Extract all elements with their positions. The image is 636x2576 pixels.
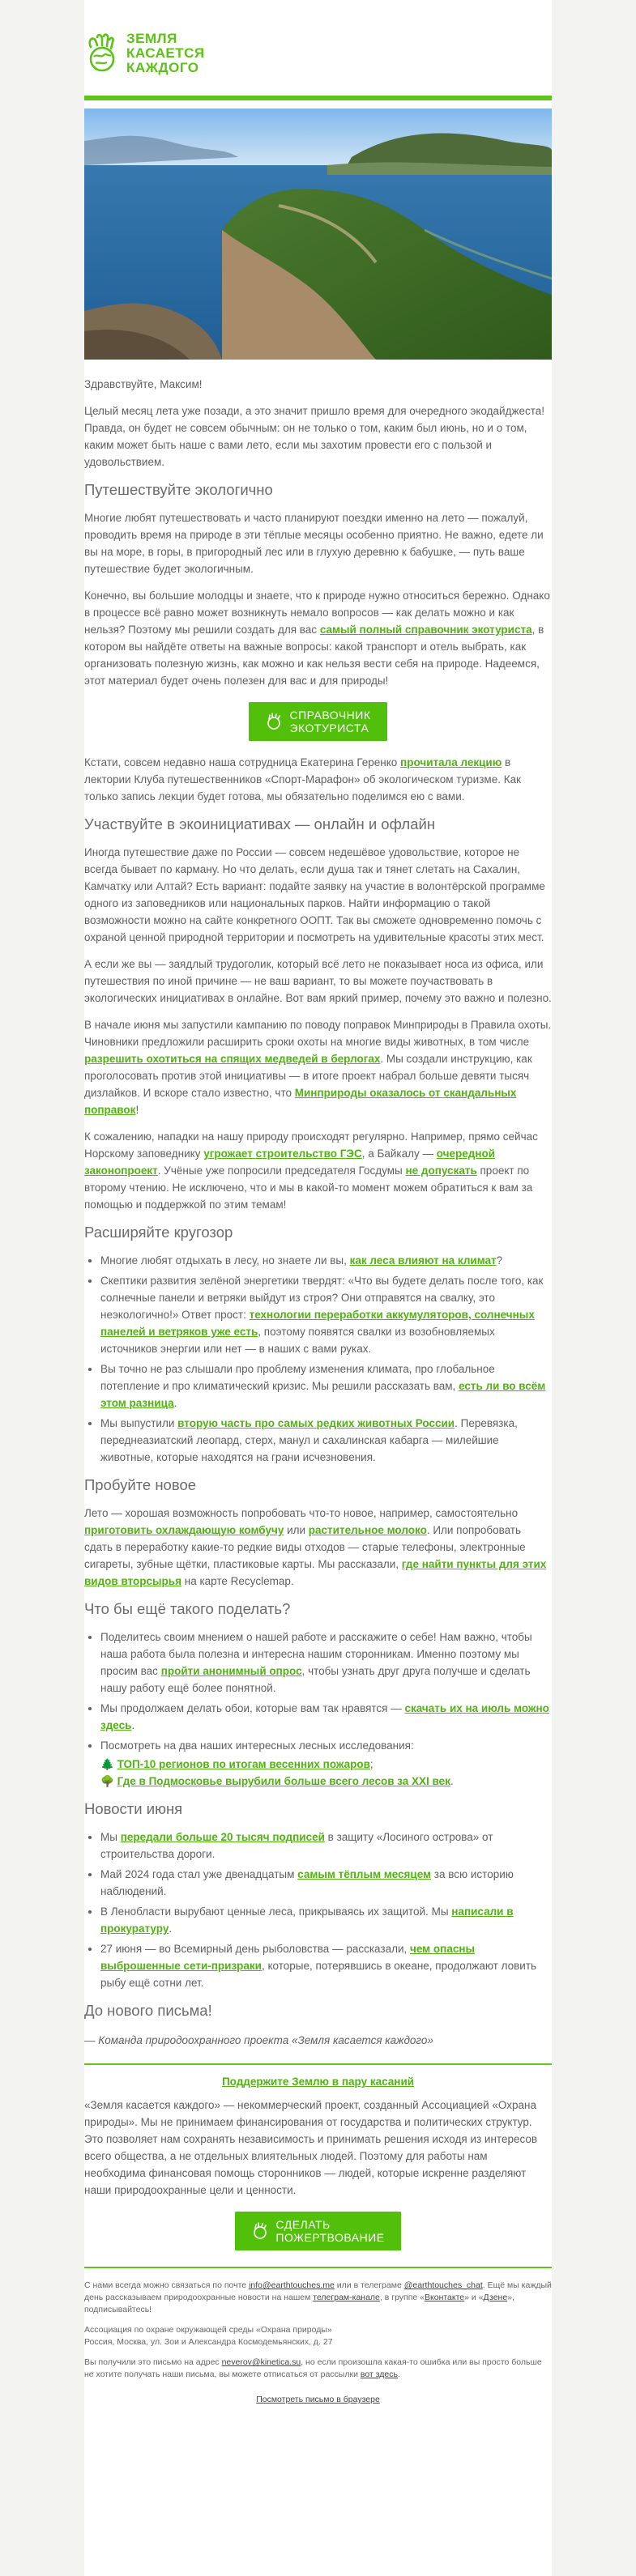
logo-wordmark [126,32,205,75]
header-divider [84,96,552,100]
initiatives-paragraph-3 [84,1016,552,1118]
section-title-travel: Путешествуйте экологично [84,481,273,498]
recipient-address-link[interactable]: neverov@kinetica.su [221,2357,301,2367]
email-body [84,360,552,2406]
email-link[interactable]: info@earthtouches.me [249,2280,335,2290]
initiatives-paragraph-2: А если же вы — заядлый трудоголик, который всё лето не показывает носа из офиса, или путешествия по иной причине — не ваш вариант, то вы можете поучаствовать в экологических инициативах в онлайне. Вот вам яркий пример, почему это важно и полезно. [84,958,552,1004]
button-label [275,2218,384,2244]
tree-icon: 🌲 [100,1758,114,1770]
try-new-paragraph [84,1505,552,1590]
text: К сожалению, нападки на нашу природу происходят регулярно. Например, прямо сейчас Норскому заповеднику [84,1130,538,1160]
browser-view-paragraph [84,2394,552,2406]
horizons-list [84,1252,552,1466]
contact-paragraph [84,2280,552,2316]
text: Скептики развития зелёной энергетики твердят: «Что вы будете делать после того, как солнечные панели и ветряки выйдут из строя? Они отправятся на свалку, это неэкологично!» Ответ прост: [100,1275,544,1321]
text: », подписывайтесь! [84,2293,514,2314]
text: , а Байкалу — [361,1147,437,1160]
ecotourist-guide-link[interactable]: самый полный справочник экотуриста [319,624,532,636]
button-line-2: ЭКОТУРИСТА [289,722,369,734]
text: . Мы создали инструкцию, как проголосовать против этой инициативы — в итоге проект набрал больше девяти тысяч дизлайков. И вскоре стало известно, что [84,1053,532,1099]
unsubscribe-paragraph [84,2357,552,2381]
text: или в телеграме [334,2280,404,2290]
text: Вы получили это письмо на адрес [84,2357,222,2367]
text: в защиту «Лосиного острова» от строительства дороги. [100,1831,493,1860]
list-item [100,1737,552,1790]
donate-button-wrap [84,2212,552,2250]
text: за всю историю наблюдений. [100,1868,514,1897]
greeting: Здравствуйте, Максим! [84,378,203,390]
list-item [100,1252,552,1269]
footer-divider [84,2267,552,2268]
initiatives-paragraph-4 [84,1128,552,1213]
text: Лето — хорошая возможность попробовать что-то новое, например, самостоятельно [84,1507,519,1519]
section-title-news: Новости июня [84,1800,183,1817]
climate-difference-link[interactable]: есть ли во всём этом разница [100,1380,546,1409]
telegram-chat-link[interactable]: @earthtouches_chat [403,2280,483,2290]
text: Многие любят отдыхать в лесу, но знаете ли вы, [100,1254,350,1267]
text: или [284,1524,309,1536]
button-line-1: СДЕЛАТЬ [275,2218,331,2231]
vk-link[interactable]: Вконтакте [425,2293,465,2302]
text: Конечно, вы большие молодцы и знаете, что к природе нужно относиться бережно. Однако в процессе всё равно может возникнуть немало вопросов — как делать можно и как нельзя? Поэтому мы решили создать для вас [84,590,550,636]
text: С нами всегда можно связаться по почте [84,2280,250,2290]
view-in-browser-link[interactable]: Посмотреть письмо в браузере [256,2395,380,2404]
survey-link[interactable]: пройти анонимный опрос [160,1665,302,1677]
dzen-link[interactable]: Дзене [483,2293,508,2302]
text: . Или попробовать сдать в переработку какие-то редкие виды отходов — старые телефоны, электронные сигареты, зубные щётки, пластиковые карты. Мы рассказали, [84,1524,526,1570]
deciduous-tree-icon: 🌳 [100,1775,114,1787]
list-item [100,1272,552,1357]
list-item [100,1629,552,1697]
list-item [100,1773,552,1790]
donate-button[interactable] [235,2212,400,2250]
hydro-plant-link[interactable]: угрожает строительство ГЭС [203,1147,362,1160]
ministry-refused-link[interactable]: Минприроды оказалось от скандальных поправок [84,1087,517,1116]
list-item [100,1829,552,1863]
rare-animals-link[interactable]: вторую часть про самых редких животных России [177,1417,455,1429]
text: Посмотреть на два наших интересных лесных исследования: [100,1739,414,1752]
text: , в группе « [379,2293,425,2302]
logo-line-3: КАЖДОГО [126,60,199,75]
forests-climate-link[interactable]: как леса влияют на климат [349,1254,497,1267]
text: . [131,1719,135,1731]
lecture-paragraph [84,754,552,805]
text: . Учёные уже попросили председателя Госдумы [157,1165,406,1177]
button-line-1: СПРАВОЧНИК [289,709,371,722]
hero-landscape-image [84,109,552,360]
prosecutor-link[interactable]: написали в прокуратуру [100,1905,514,1935]
text: , поэтому появятся свалки из возобновляемых источников энергии или нет — в наших с вами руках. [100,1326,495,1355]
news-list [84,1829,552,1991]
text: . [397,2369,400,2379]
text: проект по второму чтению. Не исключено, что и мы в какой-то момент можем обратиться к вам за помощью и поддержкой по этим темам! [84,1165,533,1211]
text: . Ещё мы каждый день рассказываем природоохранные новости на нашем [84,2280,552,2302]
text: , чтобы узнать друг друга получше и сделать нашу работу ещё более понятной. [100,1665,531,1694]
section-title-initiatives: Участвуйте в экоинициативах — онлайн и офлайн [84,815,436,832]
section-title-try-new: Пробуйте новое [84,1476,197,1493]
warmest-month-link[interactable]: самым тёплым месяцем [297,1868,432,1880]
unsubscribe-link[interactable]: вот здесь [360,2369,398,2379]
text: Поделитесь своим мнением о нашей работе и расскажите о себе! Нам важно, чтобы наша работа была полезна и интересна нашим сторонникам. Именно поэтому мы просим вас [100,1631,532,1677]
footer [84,2280,552,2406]
text: Вы точно не раз слышали про проблему изменения климата, про глобальное потепление и про климатический кризис. Мы решили рассказать вам, [100,1363,495,1392]
wallpapers-link[interactable]: скачать их на июль можно здесь [100,1702,549,1731]
text: в лектории Клуба путешественников «Спорт-Марафон» об экологическом туризме. Как только запись лекции будет готова, мы обязательно поделимся ею с вами. [84,756,521,803]
text: . [450,1775,454,1787]
telegram-channel-link[interactable]: телеграм-канале [313,2293,380,2302]
list-item [100,1866,552,1900]
logo-line-2: КАСАЕТСЯ [126,45,205,61]
earth-hand-logo-icon [84,32,120,75]
text: , которые, потерявшись в океане, продолжают ловить рыбу ещё сотни лет. [100,1960,537,1989]
text: Мы продолжаем делать обои, которые вам так нравятся — [100,1702,405,1714]
signature: — Команда природоохранного проекта «Земля касается каждого» [84,2034,433,2046]
intro-paragraph: Целый месяц лета уже позади, а это значит пришло время для очередного экодайджеста! Правда, он будет не совсем обычным: он не только о том, каким был июнь, но и о том, каким может быть наше с вами лето, если мы захотим провести его с пользой и удовольствием. [84,405,545,468]
text: 27 июня — во Всемирный день рыболовства — рассказали, [100,1943,411,1955]
list-item [100,1700,552,1734]
section-title-horizons: Расширяйте кругозор [84,1224,233,1241]
bears-link[interactable]: разрешить охотиться на спящих медведей в берлогах [84,1053,381,1065]
list-item [100,1360,552,1411]
logo[interactable] [84,23,552,84]
email-page [84,0,552,2576]
do-not-allow-link[interactable]: не допускать [405,1165,477,1177]
text: , в котором вы найдёте ответы на важные вопросы: какой транспорт и отель выбрать, как организовать полезную жизнь, как можно и как нельзя вести себя на природе. Надеемся, этот материал будет очень полезен для вас и для природы! [84,624,544,687]
guide-button-wrap [84,702,552,741]
earth-hand-icon [251,2222,269,2240]
research-sublist [100,1756,552,1790]
text: Мы [100,1831,121,1843]
section-title-what-else: Что бы ещё такого поделать? [84,1600,291,1617]
text: Мы выпустили [100,1417,178,1429]
text: В начале июня мы запустили кампанию по поводу поправок Минприроды в Правила охоты. Чиновники предложили расширить сроки охоты на многие виды животных, в том числе [84,1019,552,1048]
org-info [84,2324,552,2348]
kombucha-link[interactable]: приготовить охлаждающую комбучу [84,1524,284,1536]
donate-heading [84,2073,552,2090]
text: . [169,1922,173,1935]
recycling-points-link[interactable]: где найти пункты для этих видов вторсырья [84,1558,547,1587]
text: » и « [464,2293,484,2302]
ghost-nets-link[interactable]: чем опасны выброшенные сети-призраки [100,1943,476,1972]
logo-line-1: ЗЕМЛЯ [126,31,177,46]
text: . [173,1397,177,1409]
text: Май 2024 года стал уже двенадцатым [100,1868,298,1880]
travel-paragraph-2 [84,587,552,689]
org-name: Ассоциация по охране окружающей среды «Охрана природы» [84,2325,332,2335]
text: Кстати, совсем недавно наша сотрудница Екатерина Геренко [84,756,401,769]
list-item [100,1415,552,1466]
support-link[interactable]: Поддержите Землю в пару касаний [221,2076,415,2088]
donate-divider-top [84,2063,552,2065]
button-label [289,709,370,734]
plant-milk-link[interactable]: растительное молоко [308,1524,427,1536]
ecotourist-guide-button[interactable] [249,702,386,741]
moscow-region-forests-link[interactable]: Где в Подмосковье вырубили больше всего лесов за XXI век [117,1775,450,1787]
baikal-bill-link[interactable]: очередной законопроект [84,1147,496,1177]
org-address: Россия, Москва, ул. Зои и Александра Космодемьянских, д. 27 [84,2337,333,2347]
donate-paragraph: «Земля касается каждого» — некоммерческий проект, созданный Ассоциацией «Охрана природы». Мы не принимаем финансирования от государства и политических структур. Это позволяет нам сохранять независимость и принимать решения исходя из интересов всего общества, а не отдельных влиятельных людей. Поэтому для работы нам необходима финансовая помощь сторонников — людей, которые искренне разделяют наши природоохранные цели и ценности. [84,2099,538,2196]
lecture-link[interactable]: прочитала лекцию [400,756,502,769]
text: ; [369,1758,373,1770]
text: . Перевязка, переднеазиатский леопард, стерх, манул и сахалинская кабарга — милейшие животные, которые находятся на грани исчезновения. [100,1417,518,1463]
travel-paragraph-1: Многие любят путешествовать и часто планируют поездки именно на лето — пожалуй, проводить время на природе в эти тёплые месяцы особенно приятно. Не важно, едете ли вы на море, в горы, в пригородный лес или в глухую деревню к бабушке, — путь ваше путешествие будет экологичным. [84,512,544,575]
text: В Ленобласти вырубают ценные леса, прикрываясь их защитой. Мы [100,1905,452,1918]
earth-hand-icon [265,713,283,730]
signatures-link[interactable]: передали больше 20 тысяч подписей [120,1831,325,1843]
fires-top10-link[interactable]: ТОП-10 регионов по итогам весенних пожаров [117,1758,370,1770]
section-title-closing: До нового письма! [84,2002,212,2019]
text: ? [496,1254,503,1267]
what-else-list [84,1629,552,1790]
list-item [100,1756,552,1773]
initiatives-paragraph-1: Иногда путешествие даже по России — совсем недешёвое удовольствие, которое не всегда бывает по карману. Но что делать, если душа так и тянет слетать на Сахалин, Камчатку или Алтай? Есть вариант: подайте заявку на участие в волонтёрской программе одного из заповедников или национальных парков. Найти информацию о такой возможности можно на сайте конкретного ООПТ. Так вы сможете одновременно помочь с охраной ценной природной территории и посмотреть на удивительные красоты этих мест. [84,846,545,943]
recycling-tech-link[interactable]: технологии переработки аккумуляторов, солнечных панелей и ветряков уже есть [100,1309,535,1338]
text: , но если произошла какая-то ошибка или вы просто больше не хотите получать наши письма, вы можете отписаться от рассылки [84,2357,542,2379]
button-line-2: ПОЖЕРТВОВАНИЕ [275,2231,385,2244]
list-item [100,1903,552,1937]
text: ! [135,1104,139,1116]
list-item [100,1940,552,1991]
text: на карте Recyclemap. [181,1575,294,1587]
